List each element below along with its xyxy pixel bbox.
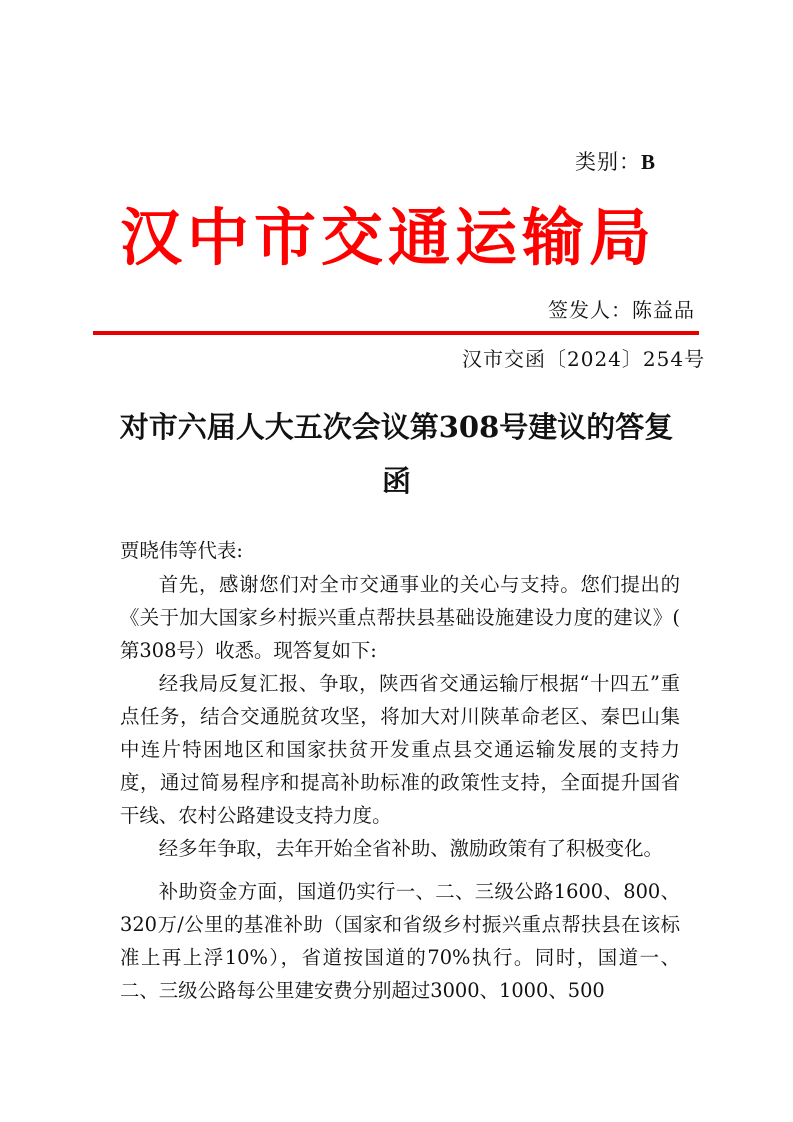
red-separator-rule	[93, 331, 699, 335]
agency-name-heading: 汉中市交通运输局	[120, 201, 657, 274]
body-paragraph-4: 补助资金方面，国道仍实行一、二、三级公路1600、800、320万/公里的基准补助（国家和省级乡村振兴重点帮扶县在该标准上再上浮10%），省道按国道的70%执行。同时，国道一、二、三级公路每公里建安费分别超过3000、1000、500	[120, 880, 680, 1002]
body-paragraph-3: 经多年争取，去年开始全省补助、激励政策有了积极变化。	[158, 837, 663, 860]
category-value: B	[641, 150, 657, 174]
salutation: 贾晓伟等代表:	[120, 539, 243, 562]
document-title-line-1: 对市六届人大五次会议第308号建议的答复	[119, 410, 674, 444]
document-title-line-2: 函	[381, 464, 411, 498]
signer-line: 签发人：陈益品	[548, 298, 695, 322]
document-title	[100, 404, 693, 504]
category-label: 类别：	[575, 150, 641, 174]
body-paragraph-2: 经我局反复汇报、争取，陕西省交通运输厅根据“十四五”重点任务，结合交通脱贫攻坚，将加大对川陕革命老区、秦巴山集中连片特困地区和国家扶贫开发重点县交通运输发展的支持力度，通过简易程序和提高补助标准的政策性支持，全面提升国省干线、农村公路建设支持力度。	[120, 672, 680, 827]
document-number: 汉市交函〔2024〕254号	[462, 347, 706, 371]
body-paragraph-1: 首先，感谢您们对全市交通事业的关心与支持。您们提出的《关于加大国家乡村振兴重点帮扶县基础设施建设力度的建议》( 第308号）收悉。现答复如下:	[120, 573, 680, 662]
document-category	[575, 146, 656, 176]
letter-body	[120, 534, 680, 1007]
